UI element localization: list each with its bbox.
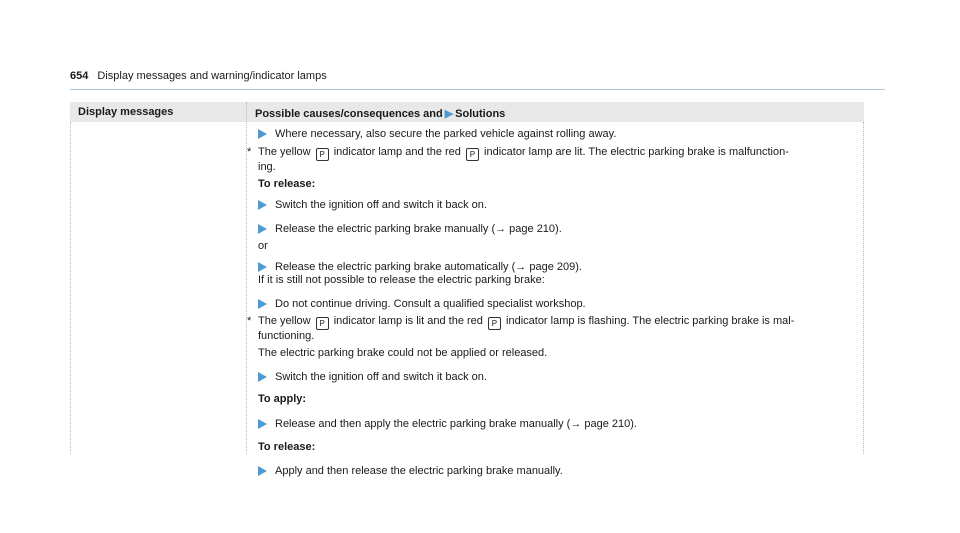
- step-text: Do not continue driving. Consult a qualified specialist workshop.: [275, 298, 586, 310]
- cause-text: indicator lamp and the red: [333, 146, 461, 158]
- step-arrow-icon: [258, 224, 267, 234]
- step-switch-ignition: [258, 199, 858, 212]
- right-border: [863, 122, 864, 454]
- cause-text: functioning.: [258, 330, 315, 342]
- step-text: Switch the ignition off and switch it back on.: [275, 199, 487, 211]
- page-title: Display messages and warning/indicator lamps: [97, 70, 327, 82]
- step-arrow-icon: [258, 129, 267, 139]
- note-still-not-possible: If it is still not possible to release the electric parking brake:: [258, 274, 545, 286]
- step-release-then-apply: [258, 418, 858, 431]
- step-text: Release the electric parking brake automatically (→ page 209).: [275, 261, 582, 273]
- or-text: or: [258, 240, 268, 252]
- parking-brake-lamp-icon: P: [466, 148, 479, 161]
- cause-text: ing.: [258, 161, 276, 173]
- arrow-right-icon: ▶: [444, 108, 454, 120]
- step-apply-then-release: [258, 465, 858, 478]
- cause-text: indicator lamp are lit. The electric parking brake is malfunction-: [484, 146, 789, 158]
- step-switch-ignition-2: [258, 371, 858, 384]
- step-arrow-icon: [258, 466, 267, 476]
- cause-yellow-red-lit: [247, 146, 858, 174]
- step-release-automatically: [258, 261, 858, 274]
- step-arrow-icon: [258, 200, 267, 210]
- cause-text: indicator lamp is lit and the red: [333, 315, 483, 327]
- parking-brake-lamp-icon: P: [488, 317, 501, 330]
- page-number: 654: [70, 70, 89, 82]
- cause-yellow-lit-red-flashing: [247, 315, 858, 343]
- subheading-release: To release:: [258, 178, 316, 190]
- solutions-cell: [247, 127, 858, 478]
- col-solutions-header: [255, 107, 505, 120]
- step-release-manually: [258, 223, 858, 236]
- step-text: Where necessary, also secure the parked vehicle against rolling away.: [275, 128, 617, 140]
- col2-header-suffix: Solutions: [455, 108, 506, 120]
- step-text: Release and then apply the electric parking brake manually (→ page 210).: [275, 418, 637, 430]
- subheading-apply: To apply:: [258, 393, 307, 405]
- step-text: Switch the ignition off and switch it back on.: [275, 371, 487, 383]
- table-header: [70, 102, 864, 122]
- subheading-release-2: To release:: [258, 441, 316, 453]
- parking-brake-lamp-icon: P: [316, 148, 329, 161]
- note-not-applied: The electric parking brake could not be applied or released.: [258, 347, 548, 359]
- col-display-messages-header: Display messages: [78, 106, 174, 118]
- step-secure-vehicle: [258, 128, 858, 141]
- step-text: Release the electric parking brake manually (→ page 210).: [275, 223, 562, 235]
- asterisk-marker: *: [247, 315, 252, 327]
- parking-brake-lamp-icon: P: [316, 317, 329, 330]
- cause-text: The yellow: [258, 315, 311, 327]
- step-arrow-icon: [258, 299, 267, 309]
- left-border: [70, 122, 71, 454]
- cause-text: indicator lamp is flashing. The electric parking brake is mal-: [506, 315, 795, 327]
- asterisk-marker: *: [247, 146, 252, 158]
- step-do-not-drive: [258, 298, 858, 311]
- col2-header-prefix: Possible causes/consequences and: [255, 108, 443, 120]
- page-header: [70, 70, 327, 82]
- step-arrow-icon: [258, 372, 267, 382]
- step-arrow-icon: [258, 262, 267, 272]
- messages-table: [70, 102, 864, 477]
- cause-text: The yellow: [258, 146, 311, 158]
- step-text: Apply and then release the electric parking brake manually.: [275, 465, 563, 477]
- step-arrow-icon: [258, 419, 267, 429]
- header-rule: [70, 89, 885, 90]
